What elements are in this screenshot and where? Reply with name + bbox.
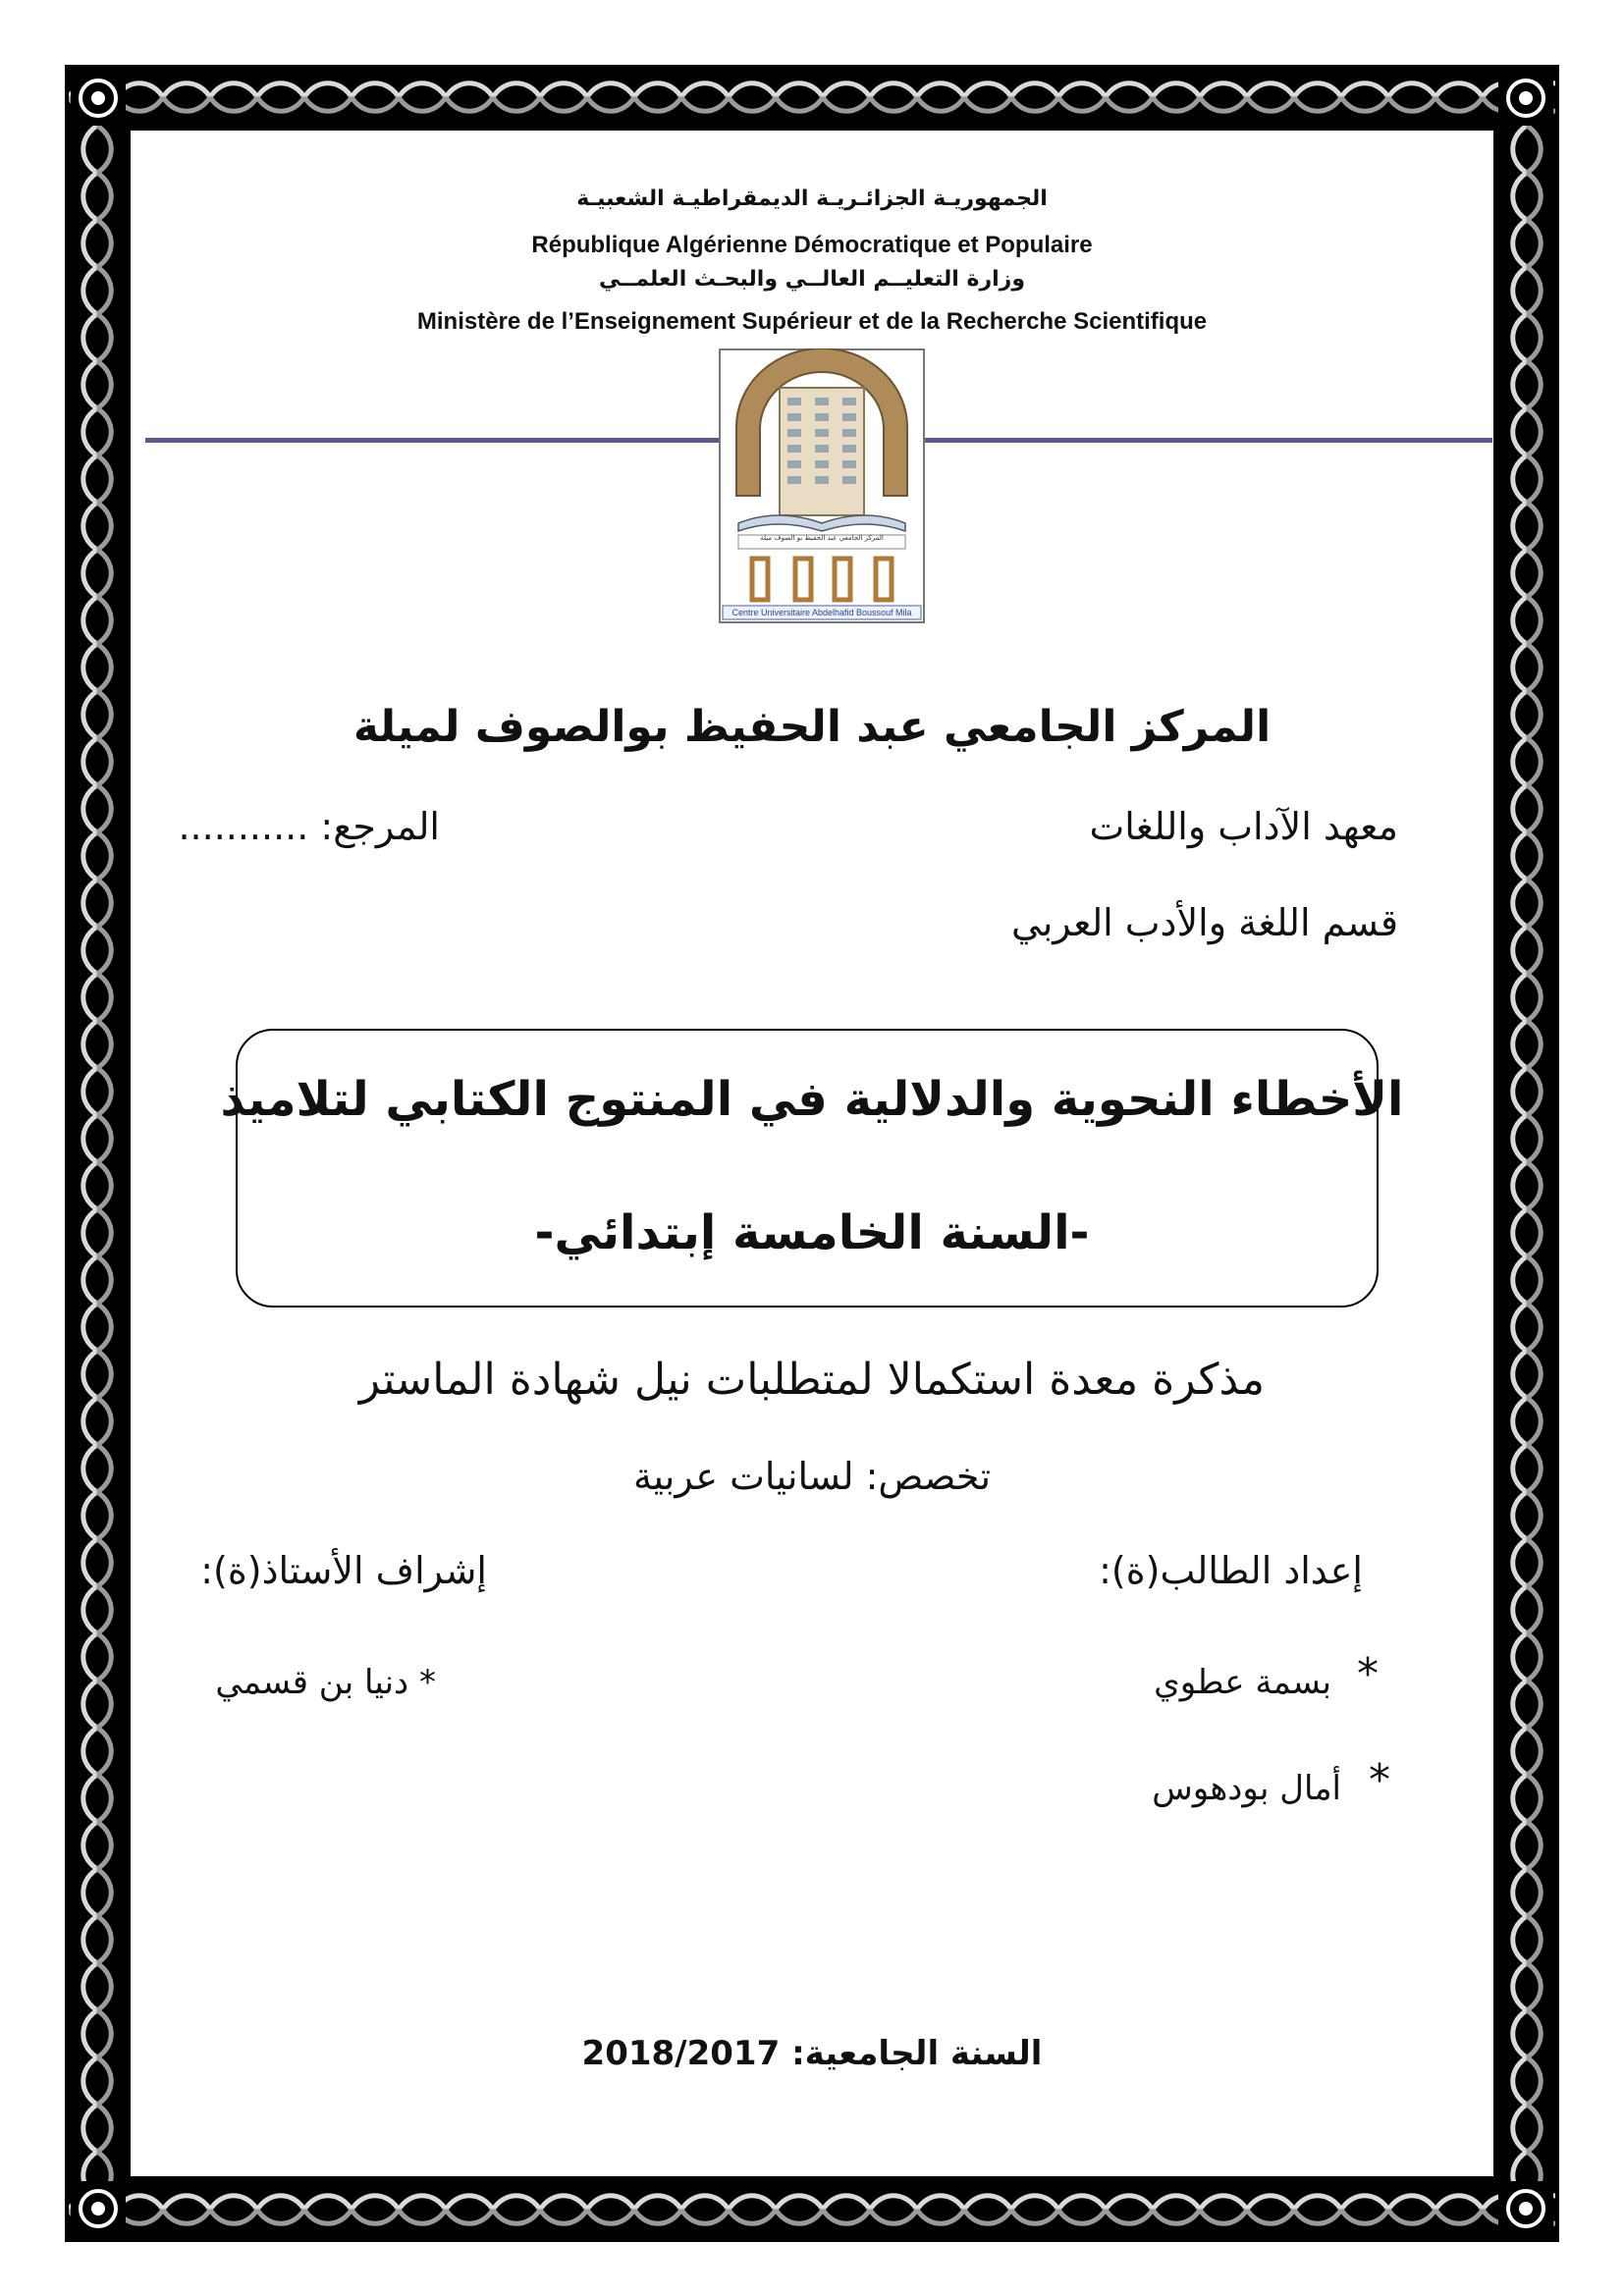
- border-band-bottom: [69, 2181, 1555, 2238]
- corner-ornament-bottom-left: [71, 2181, 126, 2236]
- border-band-right: [1498, 126, 1555, 2181]
- thesis-title-line-2: -السنة الخامسة إبتدائي-: [534, 1205, 1090, 1260]
- student-1-name: بسمة عطوي: [1154, 1663, 1331, 1702]
- department-name: قسم اللغة والأدب العربي: [1011, 901, 1398, 944]
- republic-arabic: الجمهوريـة الجزائـريـة الديمقراطيـة الشعبيـة: [576, 187, 1048, 211]
- border-band-left: [69, 126, 126, 2181]
- institute-name: معهد الآداب واللغات: [1089, 805, 1398, 848]
- academic-year: السنة الجامعية: 2018/2017: [581, 2034, 1043, 2073]
- republic-french: République Algérienne Démocratique et Populaire: [531, 232, 1093, 258]
- logo-caption: Centre Universitaire Abdelhafid Boussouf Mila: [731, 608, 912, 617]
- university-logo: [719, 348, 925, 623]
- header-rule-left: [145, 438, 721, 443]
- corner-ornament-top-left: [71, 71, 126, 126]
- student-2-name: أمال بودهوس: [1152, 1769, 1341, 1808]
- header-rule-right: [923, 438, 1492, 443]
- ministry-french: Ministère de l’Enseignement Supérieur et de la Recherche Scientifique: [416, 308, 1208, 335]
- student-1-bullet: *: [1357, 1649, 1379, 1699]
- ministry-arabic: وزارة التعليــم العالــي والبحـث العلمــي: [598, 267, 1026, 292]
- reference-field: المرجع: ...........: [178, 805, 440, 848]
- logo-inner-text: المركز الجامعي عبد الحفيظ بو الصوف ميلة: [760, 534, 884, 542]
- student-2-bullet: *: [1369, 1755, 1390, 1805]
- students-label: إعداد الطالب(ة):: [1099, 1549, 1363, 1592]
- thesis-purpose: مذكرة معدة استكمالا لمتطلبات نيل شهادة الماستر: [358, 1355, 1266, 1405]
- corner-ornament-bottom-right: [1498, 2181, 1553, 2236]
- thesis-title-line-1: الأخطاء النحوية والدلالية في المنتوج الكتابي لتلاميذ: [220, 1072, 1404, 1127]
- border-band-top: [69, 69, 1555, 126]
- thesis-title-box: [236, 1029, 1379, 1308]
- specialty: تخصص: لسانيات عربية: [632, 1455, 992, 1498]
- supervisor-label: إشراف الأستاذ(ة):: [200, 1549, 487, 1592]
- corner-ornament-top-right: [1498, 71, 1553, 126]
- supervisor-name: * دنيا بن قسمي: [215, 1663, 436, 1702]
- university-name: المركز الجامعي عبد الحفيظ بوالصوف لميلة: [352, 702, 1272, 752]
